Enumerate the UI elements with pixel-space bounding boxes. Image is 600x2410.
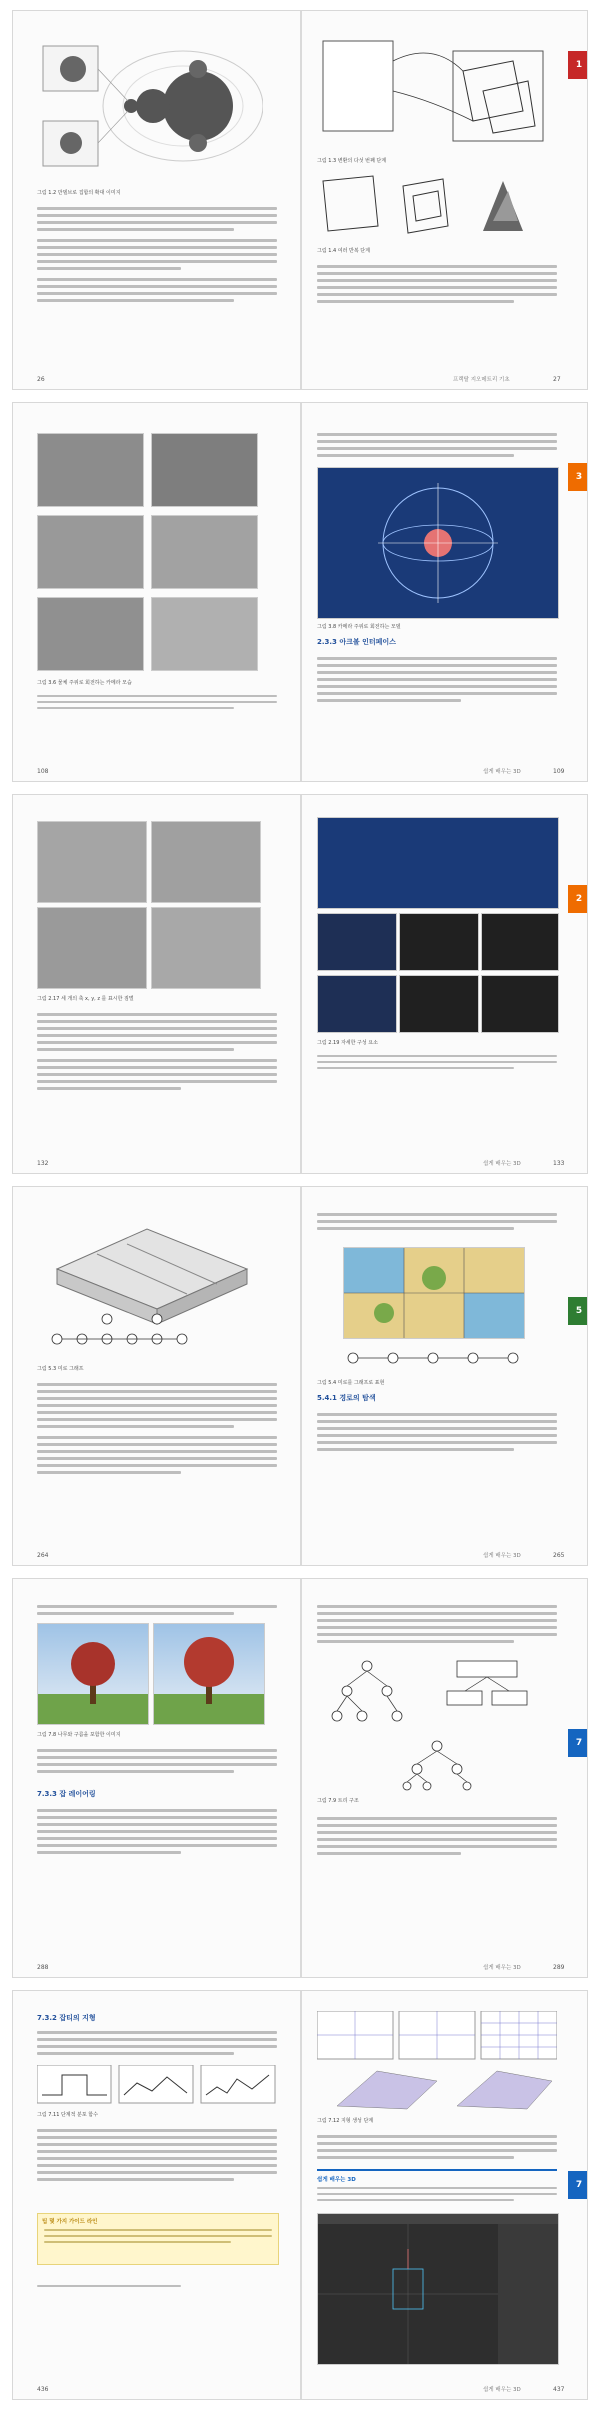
teapot-render-b (151, 433, 258, 507)
chapter-tab: 5 (568, 1297, 588, 1325)
right-page (303, 403, 588, 781)
gimbal-render-3 (37, 907, 147, 989)
left-page (13, 1991, 299, 2399)
page-number: 264 (37, 1552, 49, 1559)
section-heading: 5.4.1 경로의 탐색 (317, 1394, 376, 1402)
chapter-tab: 1 (568, 51, 588, 79)
running-header: 프랙탈 지오메트리 기초 (453, 377, 510, 383)
software-screenshot (317, 2213, 559, 2365)
page-number: 289 (553, 1964, 565, 1971)
gimbal-diagram-a (317, 913, 397, 971)
running-header: 쉽게 배우는 3D (483, 1553, 521, 1559)
body-text (317, 653, 557, 706)
spread-5 (12, 1578, 588, 1978)
tree-image-right (153, 1623, 265, 1725)
figure-caption: 그림 7.12 지형 생성 단계 (317, 2118, 374, 2124)
section-heading: 7.3.3 잡 레이어링 (37, 1790, 96, 1798)
page-number: 288 (37, 1964, 49, 1971)
gimbal-diagram-top (317, 817, 559, 909)
chapter-tab: 7 (568, 2171, 588, 2199)
body-text (317, 1409, 557, 1455)
section-heading: 7.3.2 잡티의 지형 (37, 2014, 96, 2022)
map-grid-figure (343, 1247, 525, 1339)
running-header: 쉽게 배우는 3D (483, 2387, 521, 2393)
figure-caption: 그림 2.19 자세한 구성 요소 (317, 1040, 378, 1046)
page-number: 265 (553, 1552, 565, 1559)
page-number: 27 (553, 376, 561, 383)
footnote (37, 2281, 277, 2291)
body-text (317, 429, 557, 461)
page-number: 26 (37, 376, 45, 383)
figure-caption: 그림 1.2 만델브로 집합의 확대 이미지 (37, 190, 121, 196)
teapot-render-d (151, 515, 258, 589)
running-header: 쉽게 배우는 3D (483, 1161, 521, 1167)
running-header: 쉽게 배우는 3D (483, 1965, 521, 1971)
tip-title: 팁 몇 가지 가이드 라인 (42, 2219, 98, 2225)
gimbal-render-1 (37, 821, 147, 903)
left-page (13, 1579, 299, 1977)
distribution-function-figure (37, 2065, 277, 2105)
body-text (317, 1209, 557, 1234)
spread-3 (12, 794, 588, 1174)
tree-image-left (37, 1623, 149, 1725)
teapot-render-e (37, 597, 144, 671)
figure-caption: 그림 7.8 나무와 구름을 포함한 이미지 (37, 1732, 121, 1738)
section-heading: 2.3.3 아크볼 인터페이스 (317, 638, 396, 646)
gutter (300, 795, 302, 1173)
figure-caption: 그림 3.8 카메라 주위로 회전하는 모델 (317, 624, 401, 630)
left-page (13, 403, 299, 781)
page-number: 132 (37, 1160, 49, 1167)
maze-figure (37, 1209, 267, 1359)
body-text (37, 1745, 277, 1777)
right-page (303, 1991, 588, 2399)
mandelbrot-figure (33, 31, 263, 181)
spread-1 (12, 10, 588, 390)
right-page (303, 11, 588, 389)
page-number: 108 (37, 768, 49, 775)
caption-text (37, 691, 277, 713)
body-text (317, 1601, 557, 1647)
gimbal-render-2 (151, 821, 261, 903)
gimbal-diagram-b (399, 913, 479, 971)
gutter (300, 403, 302, 781)
figure-caption: 그림 7.9 트리 구조 (317, 1798, 359, 1804)
page-number: 109 (553, 768, 565, 775)
running-header: 쉽게 배우는 3D (483, 769, 521, 775)
sidebar-title: 쉽게 배우는 3D (317, 2177, 356, 2183)
left-page (13, 11, 299, 389)
gutter (300, 1991, 302, 2399)
gimbal-diagram-e (399, 975, 479, 1033)
graph-figure (343, 1343, 523, 1373)
right-page (303, 795, 588, 1173)
tree-diagram (317, 1651, 557, 1791)
figure-caption: 그림 2.17 세 개의 축 x, y, z 를 표시한 짐벌 (37, 996, 134, 1002)
body-text (37, 2027, 277, 2059)
gutter (300, 1187, 302, 1565)
spread-4 (12, 1186, 588, 1566)
left-page (13, 1187, 299, 1565)
gimbal-render-4 (151, 907, 261, 989)
gimbal-diagram-f (481, 975, 559, 1033)
body-text (37, 203, 277, 306)
figure-caption-1: 그림 1.3 변환의 다섯 번째 단계 (317, 158, 387, 164)
teapot-render-f (151, 597, 258, 671)
teapot-render-a (37, 433, 144, 507)
figure-caption-2: 그림 1.4 여러 반복 단계 (317, 248, 370, 254)
figure-caption: 그림 3.6 물체 주위로 회전하는 카메라 모습 (37, 680, 132, 686)
right-page (303, 1579, 588, 1977)
transform-diagram (313, 31, 553, 151)
page-number: 436 (37, 2386, 49, 2393)
page-number: 133 (553, 1160, 565, 1167)
chapter-tab: 2 (568, 885, 588, 913)
body-text (317, 2131, 557, 2163)
chapter-tab: 3 (568, 463, 588, 491)
body-text (317, 261, 557, 307)
body-text (37, 1805, 277, 1858)
left-page (13, 795, 299, 1173)
chapter-tab: 7 (568, 1729, 588, 1757)
body-text (37, 2125, 277, 2185)
sidebar-box (317, 2169, 557, 2205)
body-text (37, 1601, 277, 1619)
gimbal-diagram-d (317, 975, 397, 1033)
iteration-figures (313, 171, 553, 241)
body-text (317, 1813, 557, 1859)
figure-caption: 그림 5.3 미로 그래프 (37, 1366, 84, 1372)
terrain-grid-figure (317, 2011, 557, 2111)
spread-2 (12, 402, 588, 782)
gutter (300, 11, 302, 389)
gutter (300, 1579, 302, 1977)
gimbal-diagram-c (481, 913, 559, 971)
teapot-render-c (37, 515, 144, 589)
tip-box (37, 2213, 279, 2265)
body-text (37, 1379, 277, 1478)
figure-caption: 그림 5.4 미로를 그래프로 표현 (317, 1380, 385, 1386)
figure-caption: 그림 7.11 단계적 분포 함수 (37, 2112, 98, 2118)
caption-text (317, 1051, 557, 1073)
page-number: 437 (553, 2386, 565, 2393)
body-text (37, 1009, 277, 1094)
spread-6 (12, 1990, 588, 2400)
arcball-figure (317, 467, 559, 619)
right-page (303, 1187, 588, 1565)
